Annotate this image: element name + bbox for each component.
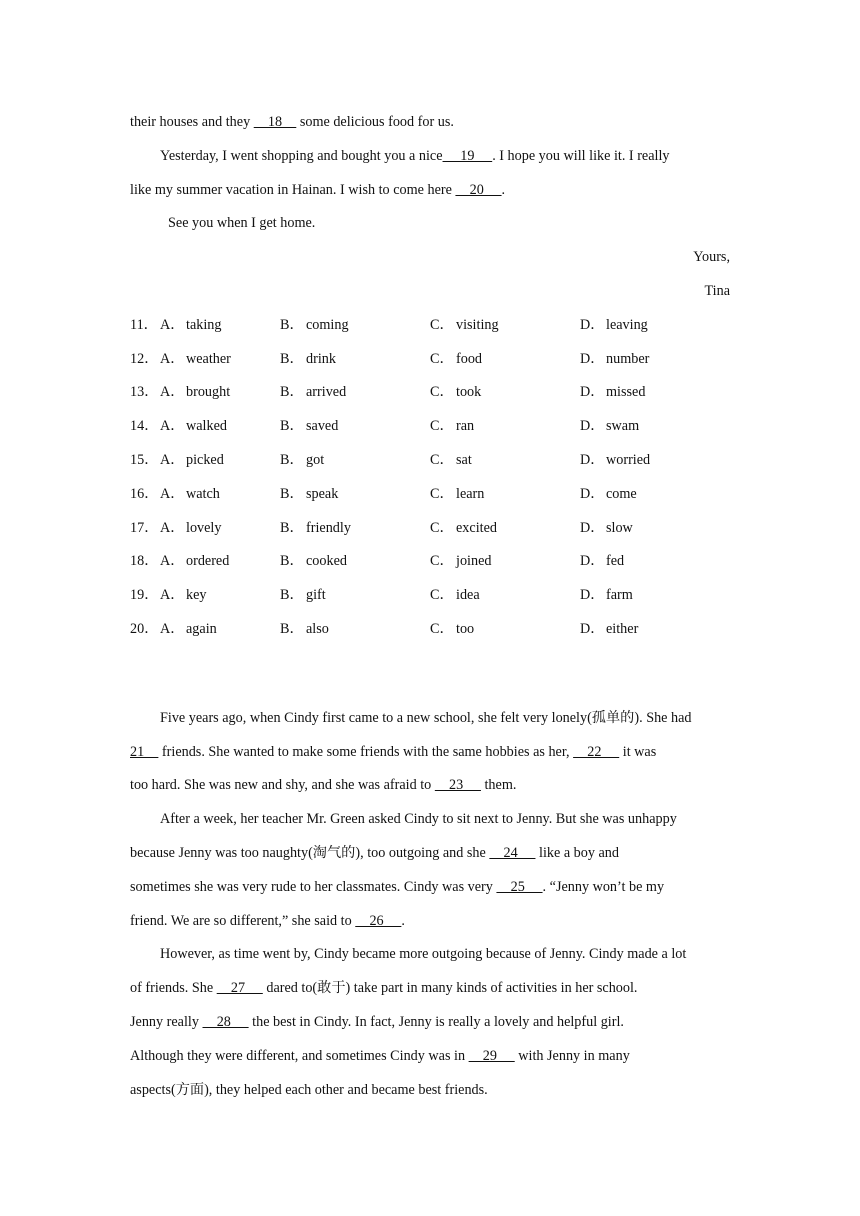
text: them.	[480, 777, 517, 794]
option-text: speak	[306, 485, 339, 502]
option-letter: A．	[160, 553, 185, 570]
text: like a boy and	[535, 844, 619, 861]
text: . I hope you will like it. I really	[492, 147, 670, 164]
option-text: sat	[456, 451, 472, 468]
option	[280, 516, 430, 550]
option	[280, 414, 430, 448]
option-text: coming	[306, 316, 349, 333]
text: Five years ago, when Cindy first came to a new school, she felt very lonely(孤单的). She had	[160, 709, 692, 726]
passage-line	[130, 807, 730, 841]
option-text: cooked	[306, 553, 347, 570]
option-letter: A．	[160, 384, 185, 401]
option-text: joined	[456, 553, 492, 570]
option-text: saved	[306, 418, 339, 435]
option-letter: C．	[430, 418, 454, 435]
option-text: taking	[186, 316, 222, 333]
passage-line	[130, 211, 730, 245]
option-text: gift	[306, 587, 326, 604]
option-letter: A．	[160, 350, 185, 367]
option-letter: B．	[280, 418, 304, 435]
option-letter: B．	[280, 553, 304, 570]
option-text: number	[606, 350, 650, 367]
option	[580, 448, 730, 482]
option	[280, 347, 430, 381]
option	[280, 583, 430, 617]
text: with Jenny in many	[514, 1047, 630, 1064]
option-letter: B．	[280, 485, 304, 502]
option-letter: D．	[580, 418, 605, 435]
option-letter: B．	[280, 620, 304, 637]
option-text: drink	[306, 350, 336, 367]
text: like my summer vacation in Hainan. I wish to come here	[130, 181, 456, 198]
question-row	[130, 347, 730, 381]
blank-20: 20	[455, 181, 502, 198]
option	[130, 347, 280, 381]
blank-19: 19	[442, 147, 493, 164]
text: After a week, her teacher Mr. Green asked Cindy to sit next to Jenny. But she was unhappy	[160, 811, 677, 828]
text: dared to(敢于) take part in many kinds of activities in her school.	[262, 980, 638, 997]
option-letter: C．	[430, 620, 454, 637]
option	[430, 549, 580, 583]
question-number: 16．	[130, 485, 159, 502]
text: their houses and they	[130, 114, 254, 130]
blank-28: 28	[202, 1013, 249, 1030]
option	[130, 617, 280, 651]
closing-text: See you when I get home.	[168, 215, 316, 232]
question-row	[130, 448, 730, 482]
question-number: 20．	[130, 620, 159, 637]
blank-27: 27	[216, 980, 263, 997]
option	[430, 313, 580, 347]
option-text: worried	[606, 451, 651, 468]
option-text: again	[186, 620, 217, 637]
passage-line	[130, 875, 730, 909]
passage-line	[130, 1044, 730, 1078]
option-text: leaving	[606, 316, 648, 333]
option-letter: D．	[580, 316, 605, 333]
option	[580, 414, 730, 448]
question-row	[130, 549, 730, 583]
option	[280, 617, 430, 651]
text: . “Jenny won’t be my	[542, 878, 665, 895]
letter-signature	[130, 279, 730, 313]
question-row	[130, 516, 730, 550]
blank-23: 23	[434, 777, 481, 794]
text: Yesterday, I went shopping and bought you a nice	[160, 147, 443, 164]
question-number: 15．	[130, 451, 159, 468]
passage-line	[130, 706, 730, 740]
spacer	[130, 651, 730, 706]
option-text: walked	[186, 418, 227, 435]
question-row	[130, 583, 730, 617]
question-list	[130, 313, 730, 651]
option-letter: A．	[160, 519, 185, 536]
option-letter: A．	[160, 620, 185, 637]
option-letter: B．	[280, 451, 304, 468]
option-text: too	[456, 620, 475, 637]
text: .	[501, 181, 506, 198]
text: some delicious food for us.	[296, 114, 454, 130]
option-letter: A．	[160, 485, 185, 502]
passage-line	[130, 110, 730, 144]
passage-line	[130, 976, 730, 1010]
option-text: learn	[456, 485, 485, 502]
option-text: also	[306, 620, 329, 637]
text: Although they were different, and sometimes Cindy was in	[130, 1047, 469, 1064]
option-letter: D．	[580, 350, 605, 367]
option-letter: D．	[580, 620, 605, 637]
question-number: 19．	[130, 587, 159, 604]
option-letter: A．	[160, 418, 185, 435]
option-letter: D．	[580, 451, 605, 468]
option	[130, 516, 280, 550]
option-text: visiting	[456, 316, 499, 333]
option	[430, 482, 580, 516]
question-row	[130, 380, 730, 414]
option-letter: C．	[430, 451, 454, 468]
passage-line	[130, 740, 730, 774]
option-text: excited	[456, 519, 497, 536]
option	[580, 549, 730, 583]
option	[130, 313, 280, 347]
option-text: missed	[606, 384, 646, 401]
option	[130, 448, 280, 482]
option-text: key	[186, 587, 207, 604]
option	[130, 380, 280, 414]
text: aspects(方面), they helped each other and became best friends.	[130, 1081, 488, 1098]
option-text: swam	[606, 418, 640, 435]
option-letter: A．	[160, 587, 185, 604]
option-letter: C．	[430, 553, 454, 570]
blank-22: 22	[573, 743, 620, 760]
option	[580, 617, 730, 651]
text: the best in Cindy. In fact, Jenny is really a lovely and helpful girl.	[248, 1013, 624, 1030]
passage-line	[130, 1010, 730, 1044]
option	[430, 414, 580, 448]
option-text: brought	[186, 384, 231, 401]
option	[280, 448, 430, 482]
passage-line	[130, 144, 730, 178]
text: Jenny really	[130, 1013, 203, 1030]
option	[130, 482, 280, 516]
option-letter: D．	[580, 553, 605, 570]
option	[130, 549, 280, 583]
option-text: took	[456, 384, 482, 401]
passage-line	[130, 841, 730, 875]
option-letter: B．	[280, 587, 304, 604]
question-number: 12．	[130, 350, 159, 367]
question-row	[130, 313, 730, 347]
question-row	[130, 617, 730, 651]
option-letter: C．	[430, 350, 454, 367]
passage-line	[130, 773, 730, 807]
option-text: either	[606, 620, 639, 637]
option	[430, 380, 580, 414]
text: too hard. She was new and shy, and she was afraid to	[130, 777, 435, 794]
question-row	[130, 482, 730, 516]
option-text: ran	[456, 418, 475, 435]
option	[430, 617, 580, 651]
option	[580, 347, 730, 381]
option-letter: B．	[280, 316, 304, 333]
option-letter: C．	[430, 384, 454, 401]
blank-26: 26	[355, 912, 402, 929]
passage-line	[130, 942, 730, 976]
option	[580, 482, 730, 516]
option-text: farm	[606, 587, 633, 604]
option-letter: D．	[580, 519, 605, 536]
option-text: come	[606, 485, 637, 502]
option-letter: B．	[280, 519, 304, 536]
blank-21: 21	[130, 743, 159, 760]
option	[430, 516, 580, 550]
option-letter: C．	[430, 587, 454, 604]
option-text: arrived	[306, 384, 347, 401]
text: friend. We are so different,” she said to	[130, 912, 356, 929]
text: However, as time went by, Cindy became more outgoing because of Jenny. Cindy made a lot	[160, 946, 687, 963]
option	[430, 347, 580, 381]
letter-signoff	[130, 245, 730, 279]
question-number: 17．	[130, 519, 159, 536]
question-number: 11．	[130, 316, 158, 333]
passage-line	[130, 178, 730, 212]
option-text: ordered	[186, 553, 230, 570]
signoff-text: Yours,	[693, 249, 730, 266]
option	[280, 549, 430, 583]
option-letter: C．	[430, 485, 454, 502]
option	[130, 583, 280, 617]
option-text: watch	[186, 485, 220, 502]
text: friends. She wanted to make some friends with the same hobbies as her,	[158, 743, 574, 760]
option-text: lovely	[186, 519, 222, 536]
question-number: 13．	[130, 384, 159, 401]
text: sometimes she was very rude to her classmates. Cindy was very	[130, 878, 497, 895]
blank-18: 18	[253, 114, 297, 130]
blank-24: 24	[489, 844, 536, 861]
text: .	[401, 912, 405, 929]
option-text: slow	[606, 519, 633, 536]
option-text: weather	[186, 350, 231, 367]
passage-line	[130, 909, 730, 943]
option-letter: B．	[280, 350, 304, 367]
option-letter: D．	[580, 587, 605, 604]
option-letter: A．	[160, 451, 185, 468]
option	[130, 414, 280, 448]
option-text: got	[306, 451, 325, 468]
option	[280, 313, 430, 347]
option-text: idea	[456, 587, 480, 604]
blank-29: 29	[468, 1047, 515, 1064]
text: because Jenny was too naughty(淘气的), too outgoing and she	[130, 844, 490, 861]
passage-line	[130, 1078, 730, 1112]
option	[280, 482, 430, 516]
document-content	[130, 110, 730, 1111]
option	[280, 380, 430, 414]
option-letter: B．	[280, 384, 304, 401]
option-text: picked	[186, 451, 224, 468]
option-text: fed	[606, 553, 625, 570]
option-letter: D．	[580, 485, 605, 502]
option	[580, 380, 730, 414]
option-letter: A．	[160, 316, 185, 333]
option-text: friendly	[306, 519, 351, 536]
text: it was	[619, 743, 657, 760]
signature-text: Tina	[704, 282, 730, 299]
option-letter: C．	[430, 316, 454, 333]
question-row	[130, 414, 730, 448]
option	[580, 313, 730, 347]
option-letter: D．	[580, 384, 605, 401]
option	[580, 516, 730, 550]
option	[430, 448, 580, 482]
blank-25: 25	[496, 878, 543, 895]
question-number: 18．	[130, 553, 159, 570]
option	[430, 583, 580, 617]
text: of friends. She	[130, 980, 217, 997]
option	[580, 583, 730, 617]
option-text: food	[456, 350, 483, 367]
question-number: 14．	[130, 418, 159, 435]
option-letter: C．	[430, 519, 454, 536]
